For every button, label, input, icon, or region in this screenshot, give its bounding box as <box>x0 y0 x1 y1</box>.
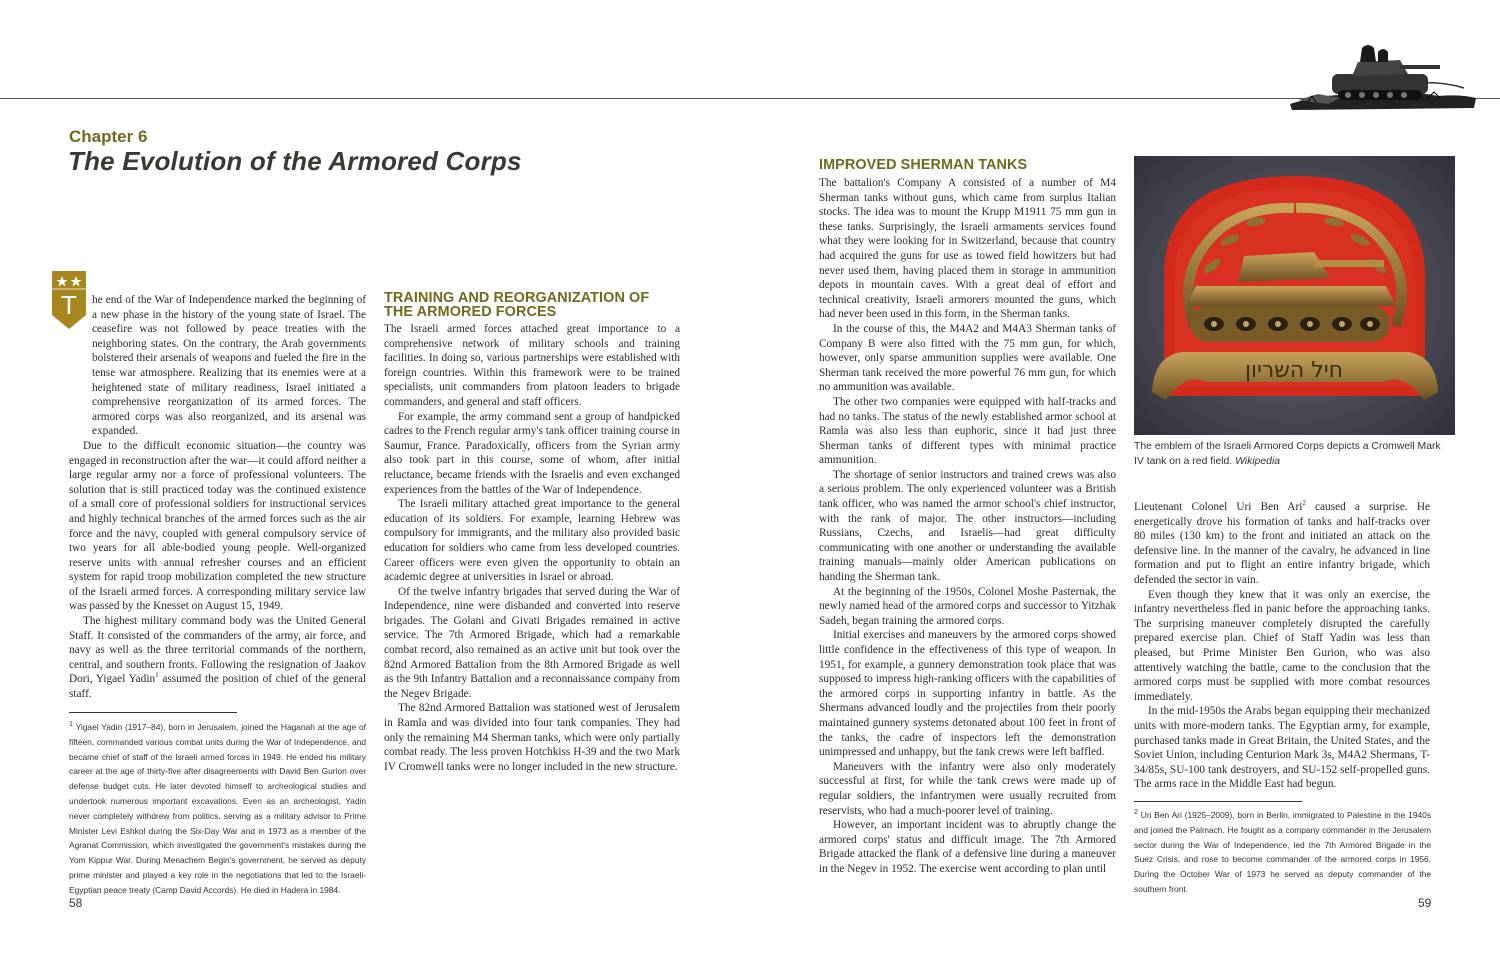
footnote-rule <box>69 712 237 713</box>
page-number-left: 58 <box>69 896 83 910</box>
footnote-ref: 2 <box>1302 499 1306 508</box>
paragraph: Even though they knew that it was only an exercise, the infantry nevertheless fled in panic before the approaching tanks. The surprising maneuver completely disrupted the carefully prepared exercise plan. Chief of Staff Yadin was less than pleased, but Prime Minister Ben Gurion, who was also attentively watching the battle, came to the conclusion that the armored corps must be supplied with more combat resources immediately. <box>1134 588 1430 703</box>
footnote-1: $^1$ Yigael Yadin (1917–84), born in Jerusalem, joined the Haganah at the age of fifteen, commanded various combat units during the War of Independence, and became chief of staff of the Israeli armed forces in 1949. He ended his military career at the age of thirty-five after disagreements with David Ben Gurion over defense budget cuts. He later devoted himself to archeological studies and undertook numerous important excavations. Even as an archeologist, Yadin never completely withdrew from politics, serving as a military advisor to Prime Minister Levi Eshkol during the Six-Day War and in 1973 as a member of the Agranat Commission, which investigated the government's mistakes during the Yom Kippur War. During Menachem Begin's government, he served as deputy prime minister and played a key role in the negotiations that led to the Israeli-Egyptian peace treaty (Camp David Accords). He died in Hadera in 1984. <box>69 721 366 895</box>
paragraph: Maneuvers with the infantry were also only moderately successful at first, for while the tank crews were made up of regular soldiers, the infantrymen were usually recruited from reservists, who had a much-poorer level of training. <box>819 760 1116 817</box>
footnote-2: $^2$ Uri Ben Ari (1925–2009), born in Berlin, immigrated to Palestine in the 1940s and joined the Palmach. He fought as a company commander in the Jerusalem sector during the War of Independence, led the 7th Armored Brigade in the Suez Crisis, and rose to become commander of the armored corps in 1956. During the October War of 1973 he served as deputy commander of the southern front. <box>1134 809 1432 894</box>
footnote-rule <box>1134 801 1302 802</box>
paragraph: he end of the War of Independence marked the beginning of a new phase in the history of the young state of Israel. The ceasefire was not followed by peace treaties with the neighboring states. On the contrary, the Arab governments bolstered their arsenals of weapons and fueled the fire in the tense war atmosphere. Realizing that its enemies were at a heightened state of military readiness, Israel initiated a comprehensive reorganization of its armed forces. The armored corps was also reorganized, and its arsenal was expanded. <box>92 294 366 438</box>
page-number-right: 59 <box>1418 896 1432 910</box>
drop-cap-letter: T <box>61 290 77 320</box>
column-4 <box>1134 500 1430 792</box>
paragraph: The Israeli armed forces attached great importance to a comprehensive network of military schools and training facilities. In doing so, various partnerships were established with foreign countries. Within this framework were to be trained specialists, unit commanders from platoon leaders to brigade commanders, and general and staff officers. <box>384 323 680 408</box>
paragraph: For example, the army command sent a group of handpicked cadres to the French regular army's tank officer training course in Saumur, France. Paradoxically, officers from the Syrian army also took part in this course, some of whom, after initial reluctance, became friends with the Israelis and even exchanged experiences from the battles of the War of Independence. <box>384 410 680 496</box>
paragraph: The battalion's Company A consisted of a number of M4 Sherman tanks without guns, which came from surplus Italian stocks. The idea was to mount the Krupp M1911 75 mm gun in these tanks. Surprisingly, the Israeli armaments services found what they were looking for in Switzerland, because that country had acquired the guns for use as towed field howitzers but had never used them, having placed them in storage in ammunition depots in mountain caves. With a great deal of effort and technical creativity, Israeli armorers mounted the guns, which had never been used in this form, in the Sherman tanks. <box>819 177 1116 321</box>
paragraph: At the beginning of the 1950s, Colonel Moshe Pasternak, the newly named head of the armored corps and successor to Yitzhak Sadeh, began training the armored corps. <box>819 585 1116 627</box>
emblem-hebrew-text: חיל השריון <box>1244 358 1344 383</box>
armored-corps-emblem-image <box>1134 156 1455 435</box>
chapter-title: The Evolution of the Armored Corps <box>68 146 522 176</box>
figure-caption: The emblem of the Israeli Armored Corps depicts a Cromwell Mark IV tank on a red field. Wikipedia <box>1134 441 1441 467</box>
paragraph: Due to the difficult economic situation—the country was engaged in reconstruction after the war—it could afford neither a large regular army nor a force of professional volunteers. The solution that is still practiced today was the continued existence of a small core of professional soldiers for instructional services and highly technical branches of the armed forces such as the air force and the navy, coupled with general compulsory service of two years for all able-bodied young people. Well-organized reserve units with annual refresher courses and an efficient system for rapid troop mobilization completed the new structure of the Israeli armed forces. A corresponding military service law was passed by the Knesset on August 15, 1949. <box>69 439 366 613</box>
paragraph: In the mid-1950s the Arabs began equipping their mechanized units with more-modern tanks. The Egyptian army, for example, purchased tanks made in Great Britain, the United States, and the Soviet Union, including Centurion Mark 3s, M4A2 Shermans, T-34/85s, SU-100 tank destroyers, and SU-152 self-propelled guns. The arms race in the Middle East had begun. <box>1134 705 1430 791</box>
paragraph: The shortage of senior instructors and trained crews was also a serious problem. The only experienced volunteer was a British tank officer, who was named the armor school's chief instructor, with the rank of major. The other instructors—including Russians, Czechs, and Israelis—had great difficulty communicating with one another or understanding the available training manuals—mainly older American publications on handing the Sherman tank. <box>819 468 1116 584</box>
paragraph: Lieutenant Colonel Uri Ben Ari$^2$ caused a surprise. He energetically drove his formation of tanks and half-tracks over 80 miles (130 km) to the front and initiated an attack on the defensive line. In the manner of the cavalry, he advanced in line formation and put to flight an entire infantry brigade, which defended the sector in vain. <box>1134 499 1430 586</box>
paragraph: Initial exercises and maneuvers by the armored corps showed little confidence in the effectiveness of this type of weapon. In 1951, for example, a gunnery demonstration took place that was supposed to impress high-ranking officers with the capabilities of the armored corps in supporting infantry in battle. As the Shermans advanced loudly and the projectiles from their poorly maintained gunnery systems detonated about 100 feet in front of the tanks, the cadre of inspectors left the demonstration unimpressed and unhappy, but the tank crews were left baffled. <box>819 629 1116 759</box>
section-heading-sherman: IMPROVED SHERMAN TANKS <box>819 157 1028 173</box>
column-3 <box>819 176 1116 877</box>
tank-drawing-icon <box>1288 40 1478 112</box>
section-heading-training: TRAINING AND REORGANIZATION OF THE ARMORED FORCES <box>384 290 650 320</box>
column-2 <box>384 322 680 774</box>
figure-credit: Wikipedia <box>1235 455 1281 467</box>
footnote-ref: 1 <box>155 671 159 680</box>
paragraph: The Israeli military attached great importance to the general education of its soldiers. For example, learning Hebrew was compulsory for immigrants, and the military also provided basic education for soldiers who came from less developed countries. Career officers were even given the opportunity to obtain an academic degree at universities in Israel or abroad. <box>384 498 680 584</box>
paragraph: The other two companies were equipped with half-tracks and had no tanks. The status of the newly established armor school at Ramla was also less than euphoric, since it had just three Sherman tanks of different types with minimal practice ammunition. <box>819 395 1116 467</box>
paragraph: However, an important incident was to abruptly change the armored corps' status and difficult image. The 7th Armored Brigade attacked the flank of a defensive line during a maneuver in the Negev in 1952. The exercise went according to plan until <box>819 819 1116 875</box>
paragraph: In the course of this, the M4A2 and M4A3 Sherman tanks of Company B were also fitted with the 75 mm gun, for which, however, only sparse ammunition supplies were available. One Sherman tank received the more powerful 76 mm gun, for which no ammunition was available. <box>819 322 1116 394</box>
paragraph: The 82nd Armored Battalion was stationed west of Jerusalem in Ramla and was divided into four tank companies. They had only the remaining M4 Sherman tanks, which were only partially combat ready. The less proven Hotchkiss H-39 and the two Mark IV Cromwell tanks were no longer included in the new structure. <box>384 702 680 773</box>
paragraph: Of the twelve infantry brigades that served during the War of Independence, nine were disbanded and converted into reserve brigades. The Golani and Givati Brigades remained in active service. The 7th Armored Brigade, which had a remarkable combat record, also remained as an active unit but took over the 82nd Armored Battalion from the 8th Armored Brigade as well as the 9th Infantry Battalion and a reconnaissance company from the Negev Brigade. <box>384 585 680 700</box>
header-rule <box>0 98 1500 99</box>
paragraph: The highest military command body was the United General Staff. It consisted of the commanders of the army, air force, and navy as well as the three territorial commands of the northern, central, and southern fronts. Following the resignation of Jaakov Dori, Yigael Yadin$^1$ assumed the position of chief of the general staff. <box>69 615 366 701</box>
chapter-number: Chapter 6 <box>69 127 148 146</box>
column-1 <box>69 293 366 702</box>
